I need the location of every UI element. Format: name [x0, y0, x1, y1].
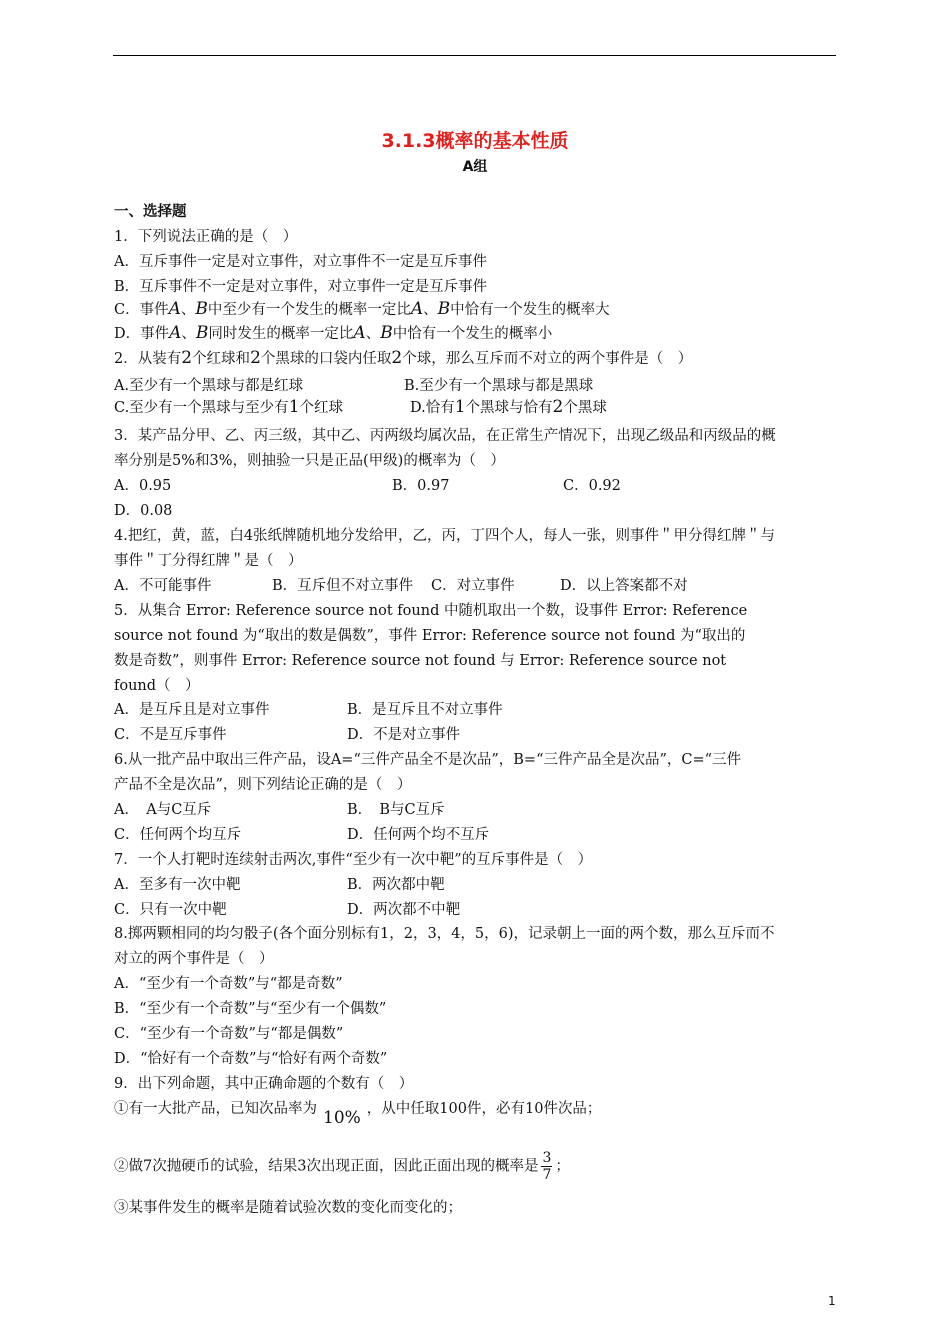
q3-option-a: A．0.95	[114, 478, 172, 494]
q8-stem-line2: 对立的两个事件是（ ）	[114, 951, 274, 967]
q1-stem: 1．下列说法正确的是（ ）	[114, 229, 298, 245]
q5-option-a: A．是互斥且是对立事件	[114, 702, 270, 718]
q3-stem-line1: 3．某产品分甲、乙、丙三级，其中乙、丙两级均属次品，在正常生产情况下，出现乙级品和丙级品的概	[114, 428, 776, 444]
header-rule	[113, 55, 836, 56]
q7-stem: 7．一个人打靶时连续射击两次,事件“至少有一次中靶”的互斥事件是（ ）	[114, 852, 593, 868]
q8-option-d: D．“恰好有一个奇数”与“恰好有两个奇数”	[114, 1051, 388, 1067]
q6-stem-line1: 6.从一批产品中取出三件产品，设A=“三件产品全不是次品”，B=“三件产品全是次品”，C=“三件	[114, 752, 742, 768]
q5-stem-line1: 5．从集合 Error: Reference source not found 中随机取出一个数，设事件 Error: Reference	[114, 603, 748, 619]
q3-stem-line2: 率分别是5%和3%，则抽验一只是正品(甲级)的概率为（ ）	[114, 453, 505, 469]
q7-option-d: D．两次都不中靶	[347, 902, 461, 918]
q9-stem: 9．出下列命题，其中正确命题的个数有（ ）	[114, 1076, 414, 1092]
q1-option-b: B．互斥事件不一定是对立事件，对立事件一定是互斥事件	[114, 279, 488, 295]
document-title: 3.1.3概率的基本性质	[381, 130, 569, 152]
q4-option-b: B．互斥但不对立事件	[272, 578, 414, 594]
q3-option-d: D．0.08	[114, 503, 173, 519]
q5-stem-line4: found（ ）	[114, 678, 200, 694]
q2-option-c: C.至少有一个黑球与至少有1个红球	[114, 397, 344, 417]
q5-stem-line2: source not found 为“取出的数是偶数”，事件 Error: Reference source not found 为“取出的	[114, 628, 746, 644]
q8-option-c: C．“至少有一个奇数”与“都是偶数”	[114, 1026, 344, 1042]
q4-stem-line1: 4.把红，黄，蓝，白4张纸牌随机地分发给甲，乙，丙，丁四个人，每人一张，则事件＂甲分得红牌＂与	[114, 528, 776, 544]
q5-option-c: C．不是互斥事件	[114, 727, 227, 743]
q4-option-a: A．不可能事件	[114, 578, 212, 594]
document-subtitle: A组	[462, 159, 488, 175]
q5-stem-line3: 数是奇数”，则事件 Error: Reference source not found 与 Error: Reference source not	[114, 653, 727, 669]
q8-option-a: A．“至少有一个奇数”与“都是奇数”	[114, 976, 343, 992]
section-heading: 一、选择题	[114, 204, 187, 220]
q4-option-d: D．以上答案都不对	[560, 578, 688, 594]
q3-option-c: C．0.92	[563, 478, 621, 494]
q6-option-a: A． A与C互斥	[114, 802, 212, 818]
q1-option-a: A．互斥事件一定是对立事件，对立事件不一定是互斥事件	[114, 254, 487, 270]
q2-option-b: B.至少有一个黑球与都是黑球	[404, 378, 594, 394]
q2-stem: 2．从装有2个红球和2个黑球的口袋内任取2个球，那么互斥而不对立的两个事件是（ ）	[114, 348, 693, 368]
q9-proposition-1: ①有一大批产品，已知次品率为 10% ，从中任取100件，必有10件次品；	[114, 1101, 602, 1128]
q6-stem-line2: 产品不全是次品”，则下列结论正确的是（ ）	[114, 777, 412, 793]
q4-stem-line2: 事件＂丁分得红牌＂是（ ）	[114, 553, 303, 569]
percent-expression: 10%	[323, 1108, 361, 1128]
fraction: $\frac{3}{7}$	[542, 1150, 552, 1183]
q2-option-a: A.至少有一个黑球与都是红球	[114, 378, 304, 394]
q2-option-d: D.恰有1个黑球与恰有2个黑球	[410, 397, 607, 417]
q7-option-c: C．只有一次中靶	[114, 902, 227, 918]
q6-option-c: C．任何两个均互斥	[114, 827, 242, 843]
q1-option-c: C．事件A、B中至少有一个发生的概率一定比A、B中恰有一个发生的概率大	[114, 299, 610, 319]
q5-option-d: D．不是对立事件	[347, 727, 461, 743]
q6-option-d: D．任何两个均不互斥	[347, 827, 490, 843]
q1-option-d: D．事件A、B同时发生的概率一定比A、B中恰有一个发生的概率小	[114, 323, 553, 343]
q7-option-b: B．两次都中靶	[347, 877, 445, 893]
q4-option-c: C．对立事件	[431, 578, 515, 594]
q3-option-b: B．0.97	[392, 478, 450, 494]
q8-stem-line1: 8.掷两颗相同的均匀骰子(各个面分别标有1，2，3，4，5，6)，记录朝上一面的两个数，那么互斥而不	[114, 926, 775, 942]
page-number: 1	[828, 1294, 836, 1308]
q6-option-b: B． B与C互斥	[347, 802, 445, 818]
q7-option-a: A．至多有一次中靶	[114, 877, 241, 893]
q8-option-b: B．“至少有一个奇数”与“至少有一个偶数”	[114, 1001, 387, 1017]
q9-proposition-3: ③某事件发生的概率是随着试验次数的变化而变化的；	[114, 1200, 462, 1216]
q5-option-b: B．是互斥且不对立事件	[347, 702, 503, 718]
q9-proposition-2: ②做7次抛硬币的试验，结果3次出现正面，因此正面出现的概率是 $\frac{3}{7}$ ；	[114, 1150, 570, 1183]
